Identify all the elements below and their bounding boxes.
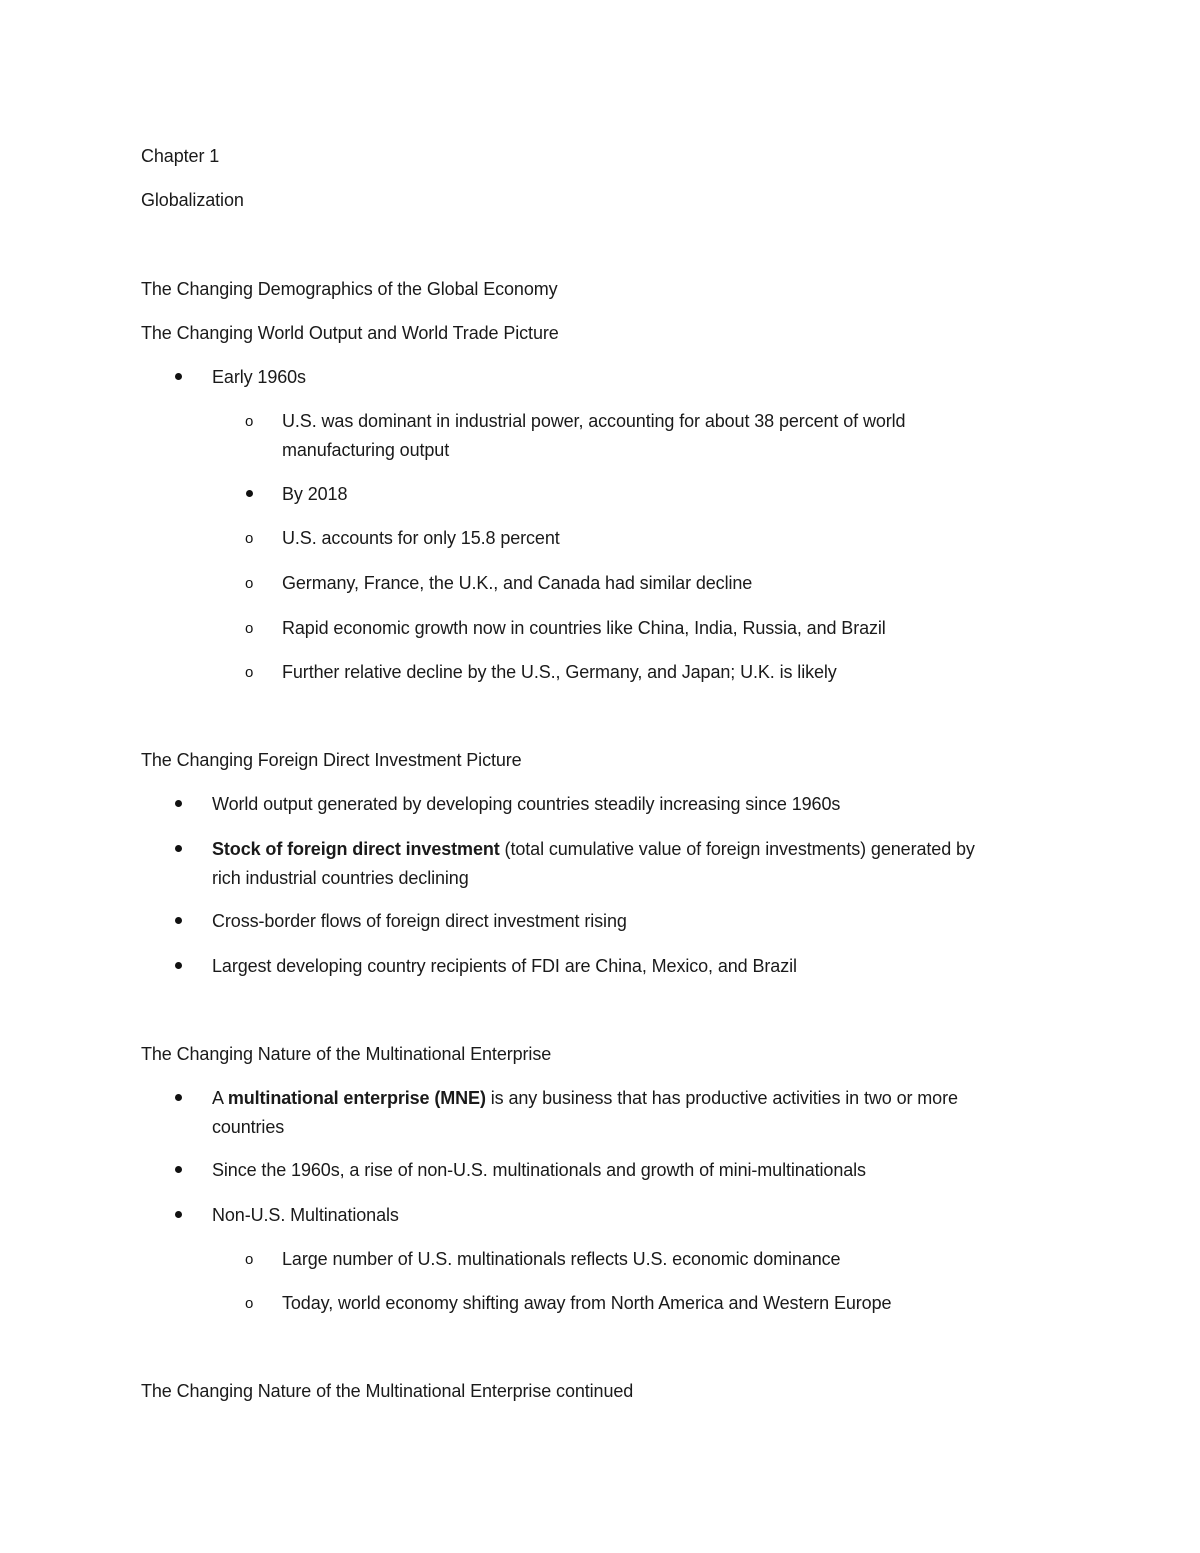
sub-bullet-us-dominant-cont: manufacturing output xyxy=(282,440,450,460)
bullet-cross-border: Cross-border flows of foreign direct investment rising xyxy=(212,911,627,931)
bullet-stock-fdi-cont: rich industrial countries declining xyxy=(212,868,469,888)
term-stock-fdi: Stock of foreign direct investment xyxy=(212,839,500,859)
sub-bullet-rapid-growth: Rapid economic growth now in countries like China, India, Russia, and Brazil xyxy=(282,618,886,638)
sub-bullet-further-decline: Further relative decline by the U.S., Germany, and Japan; U.K. is likely xyxy=(282,662,837,682)
bullet-mne-definition xyxy=(212,1084,958,1112)
bullet-icon xyxy=(175,1211,182,1218)
heading-mne: The Changing Nature of the Multinational Enterprise xyxy=(141,1044,552,1064)
sub-bullet-us-only: U.S. accounts for only 15.8 percent xyxy=(282,528,560,548)
bullet-icon xyxy=(175,1166,182,1173)
bullet-icon xyxy=(175,373,182,380)
sub-bullet-icon: o xyxy=(245,575,254,592)
sub-bullet-large-number: Large number of U.S. multinationals reflects U.S. economic dominance xyxy=(282,1249,841,1269)
chapter-label: Chapter 1 xyxy=(141,146,220,166)
bullet-icon xyxy=(246,490,253,497)
stock-fdi-definition: (total cumulative value of foreign investments) generated by xyxy=(499,839,975,859)
heading-mne-continued: The Changing Nature of the Multinational Enterprise continued xyxy=(141,1381,634,1401)
bullet-largest-recipients: Largest developing country recipients of FDI are China, Mexico, and Brazil xyxy=(212,956,797,976)
heading-output-trade: The Changing World Output and World Trade Picture xyxy=(141,323,559,343)
mne-definition: is any business that has productive activities in two or more xyxy=(485,1088,958,1108)
mne-article: A xyxy=(212,1088,228,1108)
sub-bullet-icon: o xyxy=(245,620,254,637)
bullet-by-2018: By 2018 xyxy=(282,484,348,504)
heading-demographics: The Changing Demographics of the Global Economy xyxy=(141,279,558,299)
bullet-stock-fdi xyxy=(212,835,975,863)
sub-bullet-icon: o xyxy=(245,1251,254,1268)
bullet-icon xyxy=(175,1094,182,1101)
bullet-icon xyxy=(175,917,182,924)
bullet-world-output: World output generated by developing countries steadily increasing since 1960s xyxy=(212,794,841,814)
bullet-mne-definition-cont: countries xyxy=(212,1117,285,1137)
sub-bullet-icon: o xyxy=(245,664,254,681)
sub-bullet-icon: o xyxy=(245,530,254,547)
document-title: Globalization xyxy=(141,190,244,210)
bullet-icon xyxy=(175,845,182,852)
sub-bullet-icon: o xyxy=(245,413,254,430)
bullet-icon xyxy=(175,800,182,807)
bullet-non-us-multinationals: Non-U.S. Multinationals xyxy=(212,1205,399,1225)
sub-bullet-icon: o xyxy=(245,1295,254,1312)
term-mne: multinational enterprise (MNE) xyxy=(227,1088,486,1108)
sub-bullet-today: Today, world economy shifting away from North America and Western Europe xyxy=(282,1293,892,1313)
bullet-since-1960s: Since the 1960s, a rise of non-U.S. multinationals and growth of mini-multinationals xyxy=(212,1160,866,1180)
bullet-icon xyxy=(175,962,182,969)
sub-bullet-us-dominant: U.S. was dominant in industrial power, accounting for about 38 percent of world xyxy=(282,411,906,431)
bullet-early-1960s: Early 1960s xyxy=(212,367,306,387)
sub-bullet-similar-decline: Germany, France, the U.K., and Canada had similar decline xyxy=(282,573,753,593)
heading-fdi: The Changing Foreign Direct Investment Picture xyxy=(141,750,522,770)
